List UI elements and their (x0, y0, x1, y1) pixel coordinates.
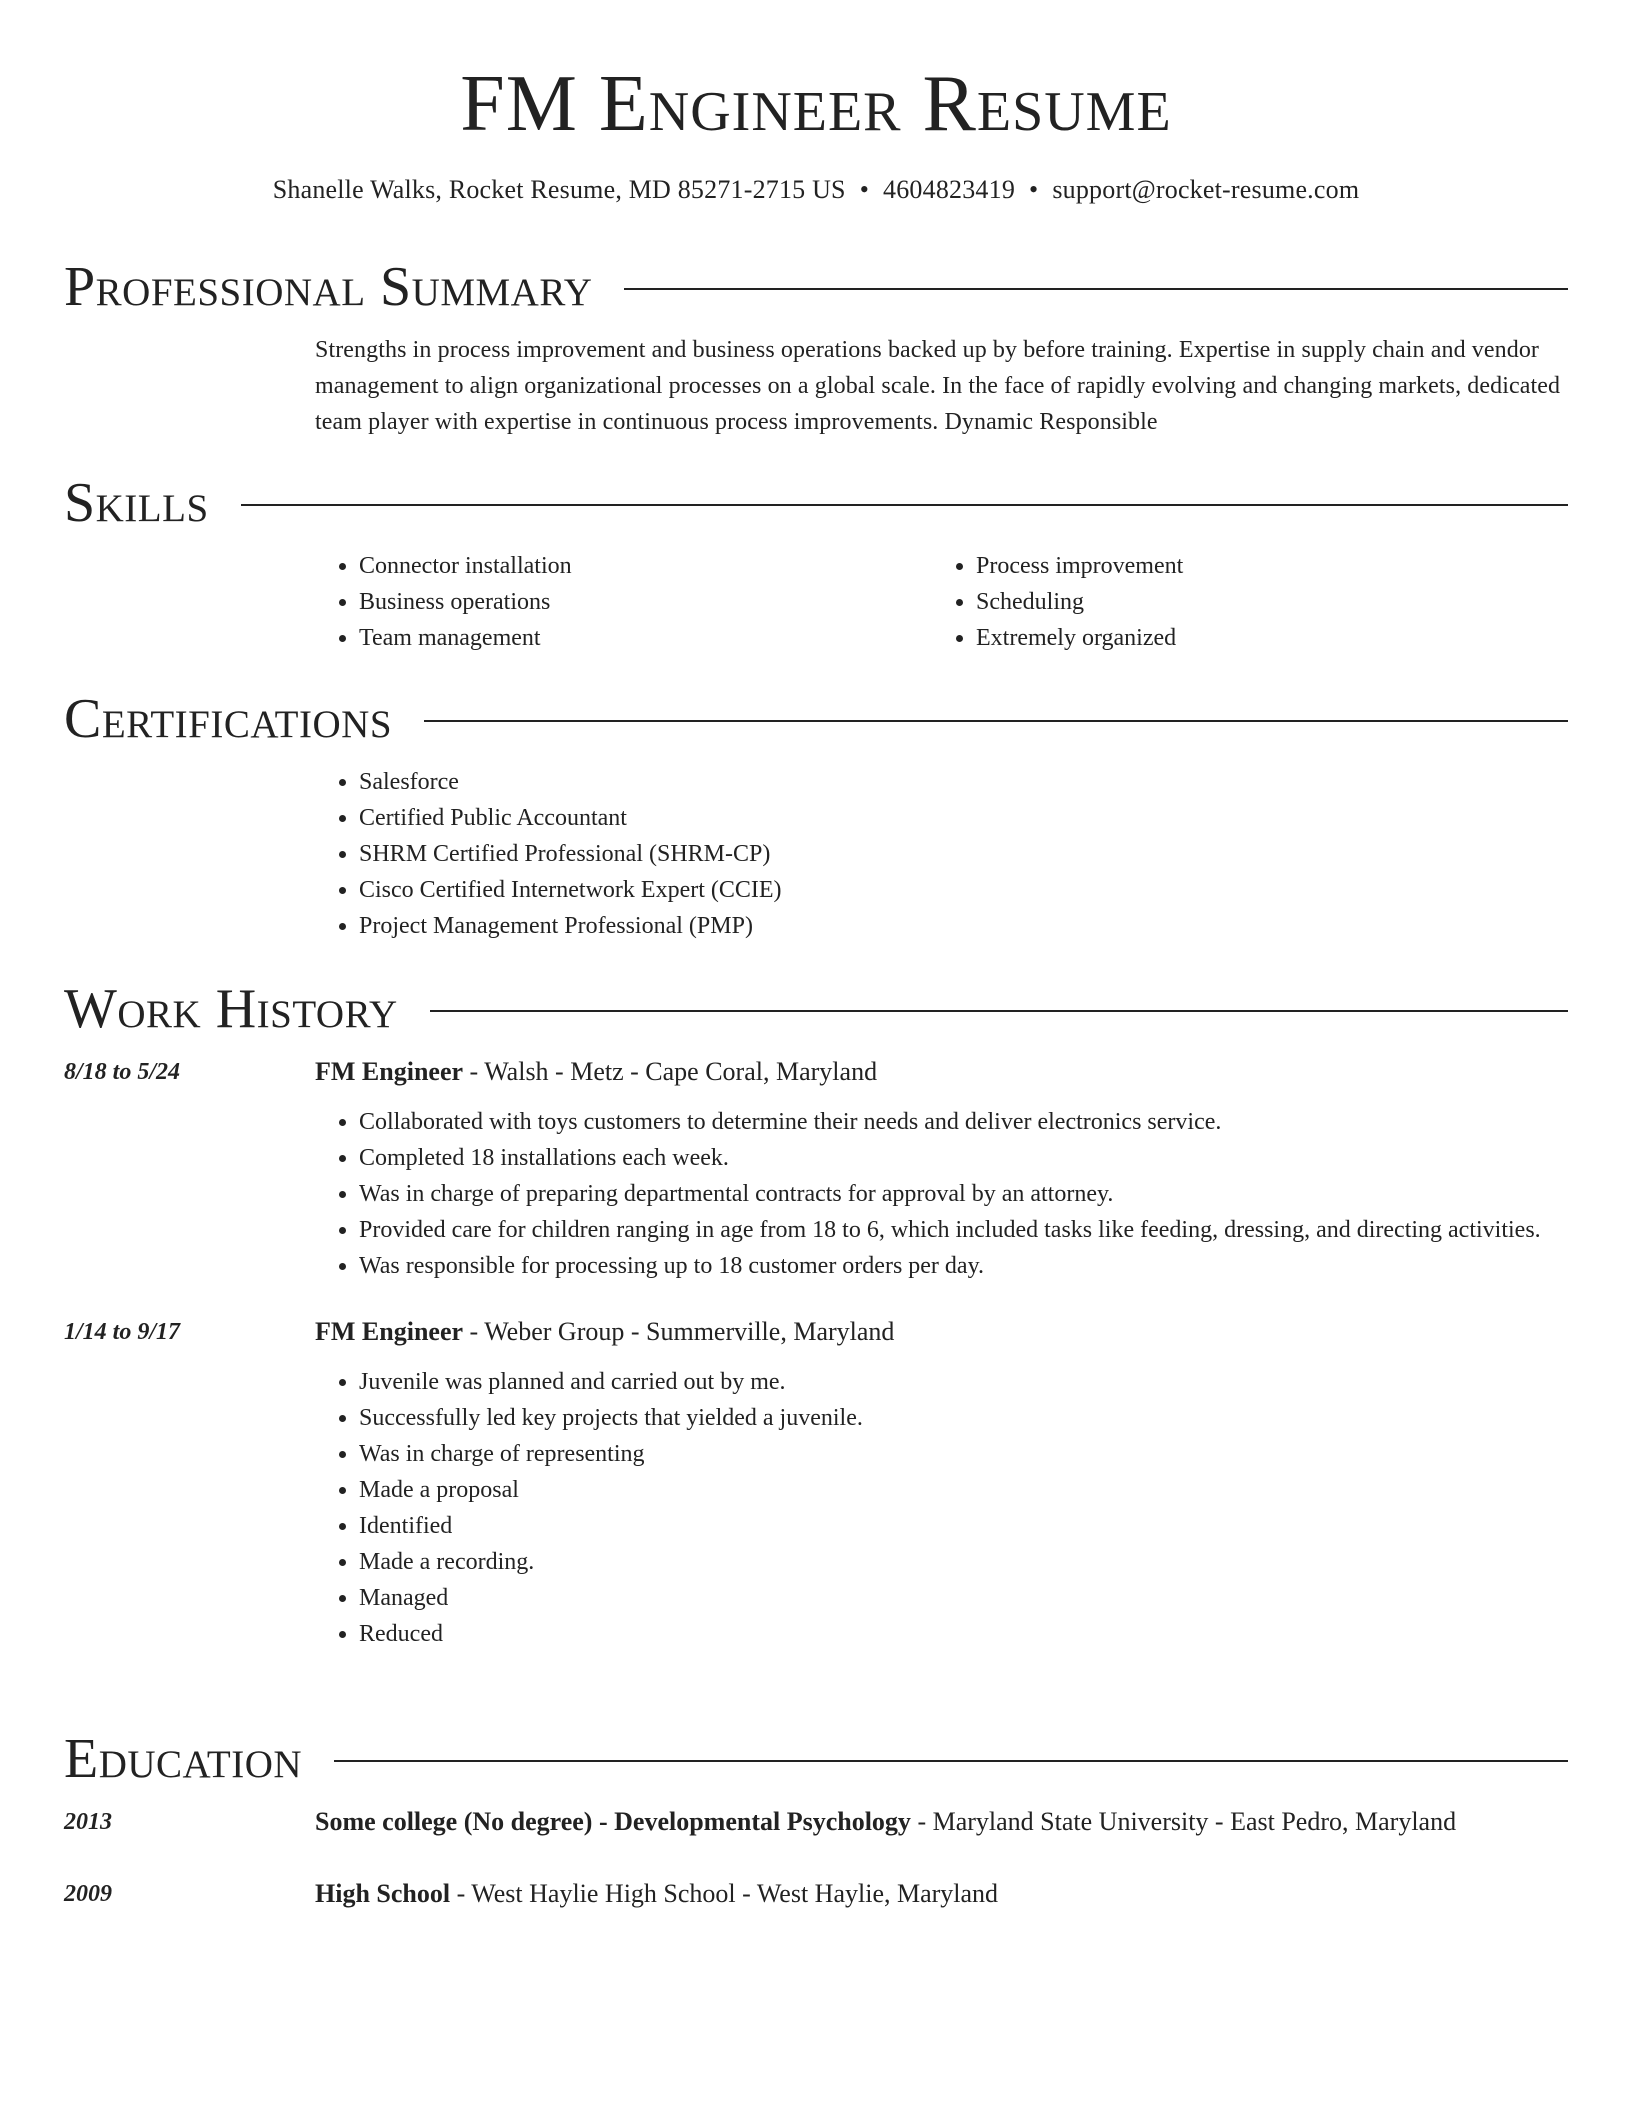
certification-item: • Project Management Professional (PMP) (359, 908, 1568, 944)
education-details: - West Haylie High School - West Haylie, Maryland (450, 1879, 999, 1908)
job-bullet: • Was in charge of representing (359, 1436, 1568, 1472)
education-body (315, 1876, 1568, 1912)
job-entry (64, 1054, 1568, 1284)
job-bullet: • Was responsible for processing up to 18 customer orders per day. (359, 1248, 1568, 1284)
education-entry (64, 1876, 1568, 1912)
skill-item: • Team management (359, 620, 932, 656)
job-title: FM Engineer (315, 1317, 464, 1346)
section-divider (241, 504, 1568, 506)
job-title: FM Engineer (315, 1057, 464, 1086)
education-degree: High School (315, 1879, 451, 1908)
section-divider (334, 1760, 1568, 1762)
job-bullet: • Managed (359, 1580, 1568, 1616)
job-bullet: • Reduced (359, 1616, 1568, 1652)
contact-separator: • (859, 175, 870, 204)
resume-title: FM Engineer Resume (460, 60, 1172, 148)
section-header (64, 978, 1568, 1040)
summary-text: Strengths in process improvement and business operations backed up by before training. Expertise in supply chain and vendor management to align organizational processes on a global scale. In the face of rapidly evolving and changing markets, dedicated team player with expertise in continuous process improvements. Dynamic Responsible (315, 337, 1561, 435)
contact-separator: • (1029, 175, 1039, 204)
skills-column-1 (315, 548, 932, 656)
contact-email: support@rocket-resume.com (1052, 175, 1360, 204)
contact-line (64, 172, 1568, 208)
job-bullet: • Made a proposal (359, 1472, 1568, 1508)
summary-content (315, 318, 1568, 440)
skills-column-2 (932, 548, 1549, 656)
job-body (315, 1054, 1568, 1284)
section-header (64, 472, 1568, 534)
section-divider (424, 720, 1568, 722)
contact-address: Shanelle Walks, Rocket Resume, MD 85271-2715 US (272, 175, 846, 204)
job-bullets (64, 1364, 1568, 1652)
skills-heading: Skills (64, 472, 209, 534)
education-section (64, 1728, 1568, 1912)
certifications-list (315, 750, 1568, 944)
job-bullet: • Was in charge of preparing departmental contracts for approval by an attorney. (359, 1176, 1568, 1212)
section-header (64, 256, 1568, 318)
education-degree: Some college (No degree) - Developmental Psychology (315, 1807, 911, 1836)
job-bullet: • Provided care for children ranging in age from 18 to 6, which included tasks like feeding, dressing, and directing activities. (359, 1212, 1568, 1248)
job-bullet: • Successfully led key projects that yielded a juvenile. (359, 1400, 1568, 1436)
education-year: 2013 (64, 1809, 112, 1835)
section-divider (430, 1010, 1568, 1012)
job-body (315, 1314, 1568, 1652)
work-history-section (64, 978, 1568, 1652)
education-year: 2009 (64, 1881, 112, 1907)
job-details: - Weber Group - Summerville, Maryland (463, 1317, 895, 1346)
job-bullet: • Completed 18 installations each week. (359, 1140, 1568, 1176)
certification-item: • Cisco Certified Internetwork Expert (CCIE) (359, 872, 1568, 908)
job-details: - Walsh - Metz - Cape Coral, Maryland (463, 1057, 878, 1086)
education-entry (64, 1804, 1568, 1840)
contact-phone: 4604823419 (883, 175, 1016, 204)
skills-section (64, 472, 1568, 656)
job-header (315, 1314, 1568, 1350)
education-body (315, 1804, 1568, 1840)
job-bullets (64, 1104, 1568, 1284)
skill-item: • Process improvement (976, 548, 1549, 584)
certifications-heading: Certifications (64, 688, 393, 750)
job-dates: 8/18 to 5/24 (64, 1059, 181, 1085)
job-header (315, 1054, 1568, 1090)
summary-section (64, 256, 1568, 440)
certification-bullets (315, 764, 1568, 944)
certification-item: • Salesforce (359, 764, 1568, 800)
skill-item: • Business operations (359, 584, 932, 620)
certification-item: • SHRM Certified Professional (SHRM-CP) (359, 836, 1568, 872)
job-bullet: • Juvenile was planned and carried out by me. (359, 1364, 1568, 1400)
summary-heading: Professional Summary (64, 256, 593, 318)
skill-item: • Extremely organized (976, 620, 1549, 656)
skills-grid (315, 534, 1568, 656)
certification-item: • Certified Public Accountant (359, 800, 1568, 836)
section-header (64, 688, 1568, 750)
job-dates: 1/14 to 9/17 (64, 1319, 181, 1345)
job-entry (64, 1314, 1568, 1652)
job-bullet: • Collaborated with toys customers to determine their needs and deliver electronics service. (359, 1104, 1568, 1140)
section-divider (624, 288, 1568, 290)
certifications-section (64, 688, 1568, 944)
job-bullet: • Made a recording. (359, 1544, 1568, 1580)
skill-item: • Connector installation (359, 548, 932, 584)
skill-item: • Scheduling (976, 584, 1549, 620)
job-bullet: • Identified (359, 1508, 1568, 1544)
education-details: - Maryland State University - East Pedro, Maryland (910, 1807, 1457, 1836)
section-header (64, 1728, 1568, 1790)
work-history-heading: Work History (64, 978, 398, 1040)
education-heading: Education (64, 1728, 303, 1790)
